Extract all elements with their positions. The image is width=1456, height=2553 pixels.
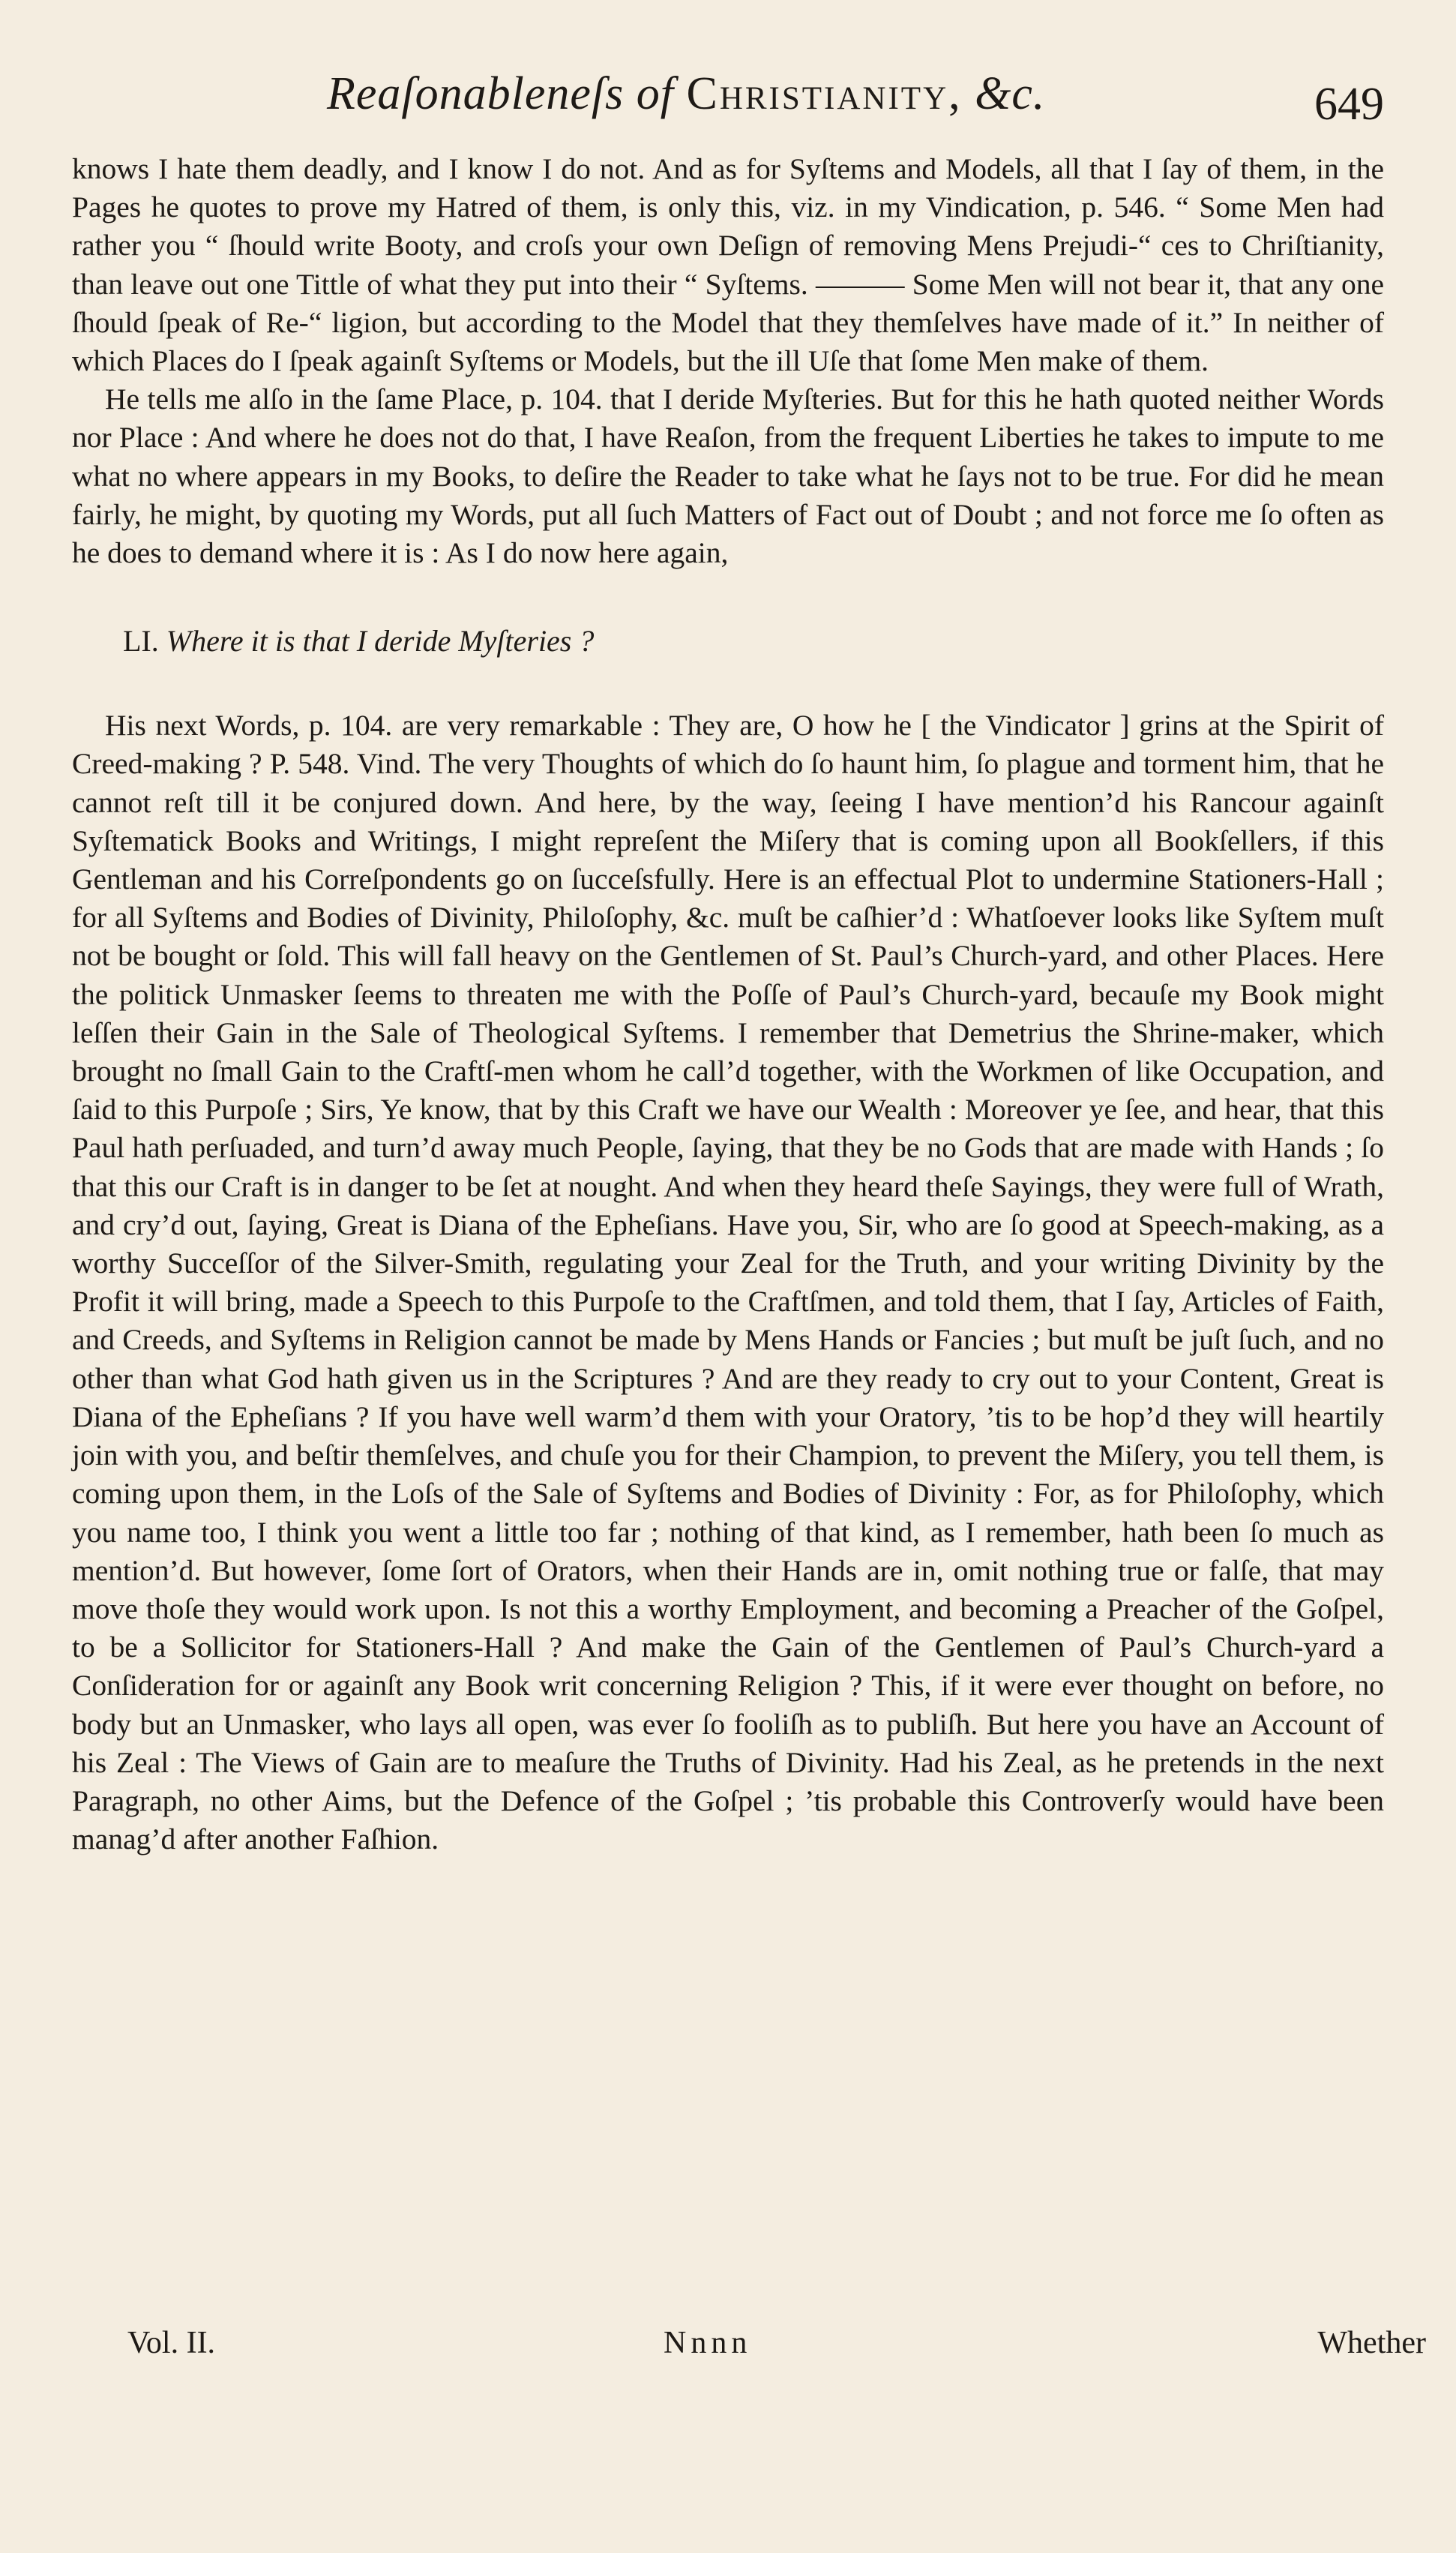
page-header bbox=[72, 68, 1384, 150]
paragraph-2: He tells me alſo in the ſame Place, p. 104. that I deride Myſteries. But for this he hath quoted neither Words nor Place : And where he does not do that, I have Reaſon, from the frequent Liberties he takes to impute to me what no where appears in my Books, to deſire the Reader to take what he ſays not to be true. For did he mean fairly, he might, by quoting my Words, put all ſuch Matters of Fact out of Doubt ; and not force me ſo often as he does to demand where it is : As I do now here again, bbox=[72, 382, 1384, 570]
book-page bbox=[72, 68, 1384, 1858]
section-title: Where it is that I deride Myſteries ? bbox=[166, 624, 595, 658]
running-head-italic: Reaſonableneſs of bbox=[327, 68, 674, 119]
section-heading bbox=[123, 622, 1384, 660]
running-head-end: &c. bbox=[975, 68, 1046, 119]
signature-mark: Nnnn bbox=[664, 2326, 752, 2360]
page-number: 649 bbox=[1314, 79, 1384, 130]
volume-label: Vol. II. bbox=[127, 2326, 216, 2360]
section-number: LI. bbox=[123, 624, 159, 658]
running-head bbox=[327, 68, 1045, 121]
running-head-caps: Christianity, bbox=[686, 68, 963, 119]
body-text bbox=[72, 150, 1384, 1858]
paragraph-1: knows I hate them deadly, and I know I do not. And as for Syſtems and Models, all that I ſay of them, in the Pages he quotes to prove my Hatred of them, is only this, viz. in my Vindication, p. 546. “ Some Men had rather you “ ſhould write Booty, and croſs your own Deſign of removing Mens Prejudi-“ ces to Chriſtianity, than leave out one Tittle of what they put into their “ Syſtems. ——— Some Men will not bear it, that any one ſhould ſpeak of Re-“ ligion, but according to the Model that they themſelves have made of it.” In neither of which Places do I ſpeak againſt Syſtems or Models, but the ill Uſe that ſome Men make of them. bbox=[72, 152, 1384, 378]
catchword: Whether bbox=[1317, 2326, 1426, 2360]
paragraph-3: His next Words, p. 104. are very remarkable : They are, O how he [ the Vindicator ] grins at the Spirit of Creed-making ? P. 548. Vind. The very Thoughts of which do ſo haunt him, ſo plague and torment him, that he cannot reſt till it be conjured down. And here, by the way, ſeeing I have mention’d his Rancour againſt Syſtematick Books and Writings, I might repreſent the Miſery that is coming upon all Bookſellers, if this Gentleman and his Correſpondents go on ſucceſsfully. Here is an effectual Plot to undermine Stationers-Hall ; for all Syſtems and Bodies of Divinity, Philoſophy, &c. muſt be caſhier’d : Whatſoever looks like Syſtem muſt not be bought or ſold. This will fall heavy on the Gentlemen of St. Paul’s Church-yard, and other Places. Here the politick Unmasker ſeems to threaten me with the Poſſe of Paul’s Church-yard, becauſe my Book might leſſen their Gain in the Sale of Theological Syſtems. I remember that Demetrius the Shrine-maker, which brought no ſmall Gain to the Craftſ-men whom he call’d together, with the Workmen of like Occupation, and ſaid to this Purpoſe ; Sirs, Ye know, that by this Craft we have our Wealth : Moreover ye ſee, and hear, that this Paul hath perſuaded, and turn’d away much People, ſaying, that they be no Gods that are made with Hands ; ſo that this our Craft is in danger to be ſet at nought. And when they heard theſe Sayings, they were full of Wrath, and cry’d out, ſaying, Great is Diana of the Epheſians. Have you, Sir, who are ſo good at Speech-making, as a worthy Succeſſor of the Silver-Smith, regulating your Zeal for the Truth, and your writing Divinity by the Profit it will bring, made a Speech to this Purpoſe to the Craftſmen, and told them, that I ſay, Articles of Faith, and Creeds, and Syſtems in Religion cannot be made by Mens Hands or Fancies ; but muſt be juſt ſuch, and no other than what God hath given us in the Scriptures ? And are they ready to cry out to your Content, Great is Diana of the Epheſians ? If you have well warm’d them with your Oratory, ’tis to be hop’d they will heartily join with you, and beſtir themſelves, and chuſe you for their Champion, to prevent the Miſery, you tell them, is coming upon them, in the Loſs of the Sale of Syſtems and Bodies of Divinity : For, as for Philoſophy, which you name too, I think you went a little too far ; nothing of that kind, as I remember, hath been ſo much as mention’d. But however, ſome ſort of Orators, when their Hands are in, omit nothing true or falſe, that may move thoſe they would work upon. Is not this a worthy Employment, and becoming a Preacher of the Goſpel, to be a Sollicitor for Stationers-Hall ? And make the Gain of the Gentlemen of Paul’s Church-yard a Conſideration for or againſt any Book writ concerning Religion ? This, if it were ever thought on before, no body but an Unmasker, who lays all open, was ever ſo fooliſh as to publiſh. But here you have an Account of his Zeal : The Views of Gain are to meaſure the Truths of Divinity. Had his Zeal, as he pretends in the next Paragraph, no other Aims, but the Defence of the Goſpel ; ’tis probable this Controverſy would have been manag’d after another Faſhion. bbox=[72, 709, 1384, 1856]
page-footer bbox=[127, 2325, 1456, 2370]
